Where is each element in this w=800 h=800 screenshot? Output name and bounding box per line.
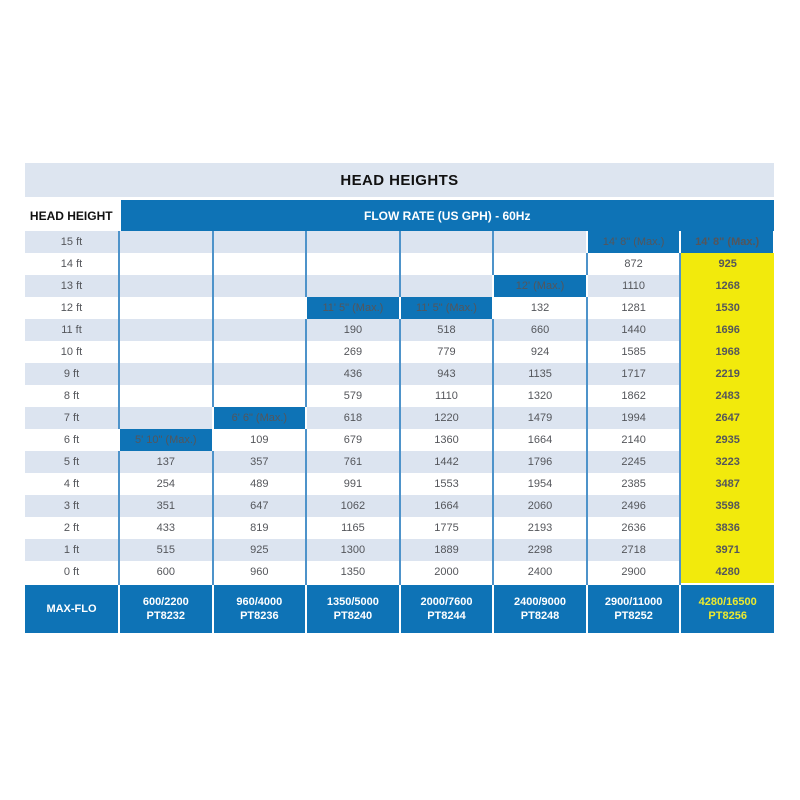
value-cell: 943	[400, 363, 494, 385]
row-label: 8 ft	[25, 385, 119, 407]
empty-cell	[493, 253, 587, 275]
value-cell: 924	[493, 341, 587, 363]
value-cell: 960	[213, 561, 307, 584]
value-cell: 1889	[400, 539, 494, 561]
value-cell: 357	[213, 451, 307, 473]
empty-cell	[119, 341, 213, 363]
model-flow-rating: 1350/5000	[326, 595, 379, 608]
value-cell: 2140	[587, 429, 681, 451]
empty-cell	[119, 407, 213, 429]
max-head-cell: 6' 6" (Max.)	[213, 407, 307, 429]
empty-cell	[400, 231, 494, 253]
model-cell-PT8244	[400, 584, 494, 633]
value-cell: 1300	[306, 539, 400, 561]
table-row-6-ft	[25, 429, 774, 451]
model-part-number: PT8236	[240, 610, 279, 622]
value-cell: 1862	[587, 385, 681, 407]
row-label: 7 ft	[25, 407, 119, 429]
empty-cell	[119, 231, 213, 253]
value-cell: 647	[213, 495, 307, 517]
table-row-13-ft	[25, 275, 774, 297]
value-cell: 1062	[306, 495, 400, 517]
highlighted-value-cell: 2647	[680, 407, 774, 429]
value-cell: 2900	[587, 561, 681, 584]
value-cell: 1994	[587, 407, 681, 429]
highlighted-value-cell: 1968	[680, 341, 774, 363]
max-flo-row	[25, 584, 774, 633]
table-row-5-ft	[25, 451, 774, 473]
row-label: 12 ft	[25, 297, 119, 319]
model-flow-rating: 4280/16500	[698, 595, 757, 608]
empty-cell	[119, 319, 213, 341]
highlighted-value-cell: 2935	[680, 429, 774, 451]
value-cell: 1281	[587, 297, 681, 319]
value-cell: 2000	[400, 561, 494, 584]
value-cell: 190	[306, 319, 400, 341]
empty-cell	[119, 297, 213, 319]
model-part-number: PT8240	[333, 610, 373, 622]
value-cell: 2245	[587, 451, 681, 473]
empty-cell	[493, 231, 587, 253]
value-cell: 600	[119, 561, 213, 584]
value-cell: 109	[213, 429, 307, 451]
value-cell: 1135	[493, 363, 587, 385]
max-flo-label: MAX-FLO	[25, 584, 119, 633]
empty-cell	[213, 297, 307, 319]
model-cell-PT8232	[119, 584, 213, 633]
table-row-12-ft	[25, 297, 774, 319]
table-title-row	[25, 163, 774, 199]
value-cell: 132	[493, 297, 587, 319]
value-cell: 489	[213, 473, 307, 495]
value-cell: 2298	[493, 539, 587, 561]
highlighted-value-cell: 3598	[680, 495, 774, 517]
model-part-number: PT8232	[146, 610, 186, 622]
model-flow-rating: 2900/11000	[604, 595, 663, 608]
model-part-number: PT8244	[427, 610, 466, 622]
table-row-1-ft	[25, 539, 774, 561]
empty-cell	[119, 253, 213, 275]
value-cell: 436	[306, 363, 400, 385]
row-label: 1 ft	[25, 539, 119, 561]
row-label: 2 ft	[25, 517, 119, 539]
highlighted-value-cell: 2219	[680, 363, 774, 385]
max-head-cell: 12' (Max.)	[493, 275, 587, 297]
empty-cell	[213, 363, 307, 385]
empty-cell	[400, 275, 494, 297]
value-cell: 1360	[400, 429, 494, 451]
highlighted-value-cell: 1268	[680, 275, 774, 297]
model-part-number: PT8252	[614, 610, 653, 622]
highlighted-value-cell: 3223	[680, 451, 774, 473]
row-label: 10 ft	[25, 341, 119, 363]
model-flow-rating: 600/2200	[142, 595, 189, 608]
table-row-7-ft	[25, 407, 774, 429]
empty-cell	[213, 253, 307, 275]
value-cell: 1165	[306, 517, 400, 539]
row-label: 15 ft	[25, 231, 119, 253]
value-cell: 2385	[587, 473, 681, 495]
value-cell: 2060	[493, 495, 587, 517]
row-label: 5 ft	[25, 451, 119, 473]
empty-cell	[213, 275, 307, 297]
value-cell: 991	[306, 473, 400, 495]
table-row-3-ft	[25, 495, 774, 517]
value-cell: 761	[306, 451, 400, 473]
highlighted-value-cell: 4280	[680, 561, 774, 584]
table-row-8-ft	[25, 385, 774, 407]
table-row-15-ft	[25, 231, 774, 253]
value-cell: 2400	[493, 561, 587, 584]
value-cell: 254	[119, 473, 213, 495]
highlighted-value-cell: 3836	[680, 517, 774, 539]
model-cell-PT8240	[306, 584, 400, 633]
value-cell: 1320	[493, 385, 587, 407]
value-cell: 1796	[493, 451, 587, 473]
value-cell: 1442	[400, 451, 494, 473]
value-cell: 1585	[587, 341, 681, 363]
model-cell-PT8256	[680, 584, 774, 633]
head-heights-table	[25, 163, 775, 633]
max-head-cell: 11' 5" (Max.)	[306, 297, 400, 319]
value-cell: 1553	[400, 473, 494, 495]
table-row-9-ft	[25, 363, 774, 385]
empty-cell	[119, 275, 213, 297]
value-cell: 1717	[587, 363, 681, 385]
value-cell: 2636	[587, 517, 681, 539]
value-cell: 1350	[306, 561, 400, 584]
head-height-header: HEAD HEIGHT	[25, 199, 119, 232]
value-cell: 1110	[400, 385, 494, 407]
value-cell: 269	[306, 341, 400, 363]
empty-cell	[213, 319, 307, 341]
highlighted-value-cell: 1696	[680, 319, 774, 341]
table-row-14-ft	[25, 253, 774, 275]
empty-cell	[213, 385, 307, 407]
value-cell: 1954	[493, 473, 587, 495]
value-cell: 515	[119, 539, 213, 561]
flow-rate-header: FLOW RATE (US GPH) - 60Hz	[119, 199, 774, 232]
empty-cell	[306, 231, 400, 253]
row-label: 0 ft	[25, 561, 119, 584]
highlighted-value-cell: 3971	[680, 539, 774, 561]
empty-cell	[306, 275, 400, 297]
value-cell: 660	[493, 319, 587, 341]
value-cell: 679	[306, 429, 400, 451]
model-flow-rating: 2400/9000	[514, 595, 567, 608]
value-cell: 1220	[400, 407, 494, 429]
max-head-cell: 11' 5" (Max.)	[400, 297, 494, 319]
value-cell: 1775	[400, 517, 494, 539]
empty-cell	[400, 253, 494, 275]
model-part-number: PT8248	[520, 610, 560, 622]
value-cell: 872	[587, 253, 681, 275]
model-flow-rating: 2000/7600	[420, 595, 473, 608]
table-row-10-ft	[25, 341, 774, 363]
value-cell: 2718	[587, 539, 681, 561]
max-head-cell: 5' 10" (Max.)	[119, 429, 213, 451]
highlighted-value-cell: 3487	[680, 473, 774, 495]
value-cell: 1664	[493, 429, 587, 451]
model-cell-PT8236	[213, 584, 307, 633]
row-label: 11 ft	[25, 319, 119, 341]
table-title: HEAD HEIGHTS	[25, 163, 774, 199]
row-label: 3 ft	[25, 495, 119, 517]
max-head-cell: 14' 8" (Max.)	[587, 231, 681, 253]
row-label: 4 ft	[25, 473, 119, 495]
row-label: 9 ft	[25, 363, 119, 385]
table-row-2-ft	[25, 517, 774, 539]
highlighted-value-cell: 2483	[680, 385, 774, 407]
value-cell: 433	[119, 517, 213, 539]
value-cell: 1479	[493, 407, 587, 429]
value-cell: 1440	[587, 319, 681, 341]
highlighted-value-cell: 925	[680, 253, 774, 275]
value-cell: 925	[213, 539, 307, 561]
row-label: 6 ft	[25, 429, 119, 451]
table-row-0-ft	[25, 561, 774, 584]
max-head-cell-highlighted: 14' 8" (Max.)	[680, 231, 774, 253]
table-row-4-ft	[25, 473, 774, 495]
value-cell: 1110	[587, 275, 681, 297]
model-cell-PT8248	[493, 584, 587, 633]
value-cell: 2193	[493, 517, 587, 539]
value-cell: 351	[119, 495, 213, 517]
model-flow-rating: 960/4000	[236, 595, 283, 608]
table-row-11-ft	[25, 319, 774, 341]
model-cell-PT8252	[587, 584, 681, 633]
highlighted-value-cell: 1530	[680, 297, 774, 319]
value-cell: 137	[119, 451, 213, 473]
value-cell: 579	[306, 385, 400, 407]
value-cell: 518	[400, 319, 494, 341]
value-cell: 779	[400, 341, 494, 363]
table-header-row	[25, 199, 774, 232]
empty-cell	[306, 253, 400, 275]
value-cell: 618	[306, 407, 400, 429]
empty-cell	[213, 231, 307, 253]
value-cell: 819	[213, 517, 307, 539]
value-cell: 2496	[587, 495, 681, 517]
model-part-number: PT8256	[708, 610, 747, 622]
value-cell: 1664	[400, 495, 494, 517]
empty-cell	[213, 341, 307, 363]
row-label: 14 ft	[25, 253, 119, 275]
row-label: 13 ft	[25, 275, 119, 297]
empty-cell	[119, 385, 213, 407]
empty-cell	[119, 363, 213, 385]
